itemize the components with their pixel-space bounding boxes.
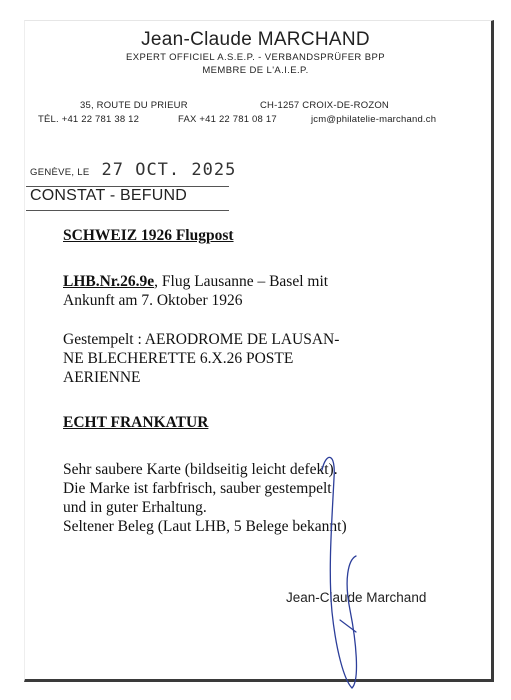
expert-credentials: EXPERT OFFICIEL A.S.E.P. - VERBANDSPRÜFER BPP [126,52,385,63]
date-line [30,160,236,180]
desc-line-1: Sehr saubere Karte (bildseitig leicht defekt). [63,461,338,478]
expert-membership: MEMBRE DE L'A.I.E.P. [202,65,309,76]
address-city: CH-1257 CROIX-DE-ROZON [260,100,389,111]
catalog-reference: LHB.Nr.26.9e [63,273,155,290]
expert-name: Jean-Claude MARCHAND [141,29,370,50]
flight-line-1: , Flug Lausanne – Basel mit [154,273,329,290]
postmark-line-2: NE BLECHERETTE 6.X.26 POSTE [63,350,294,367]
catalog-description [63,272,328,310]
condition-description [63,460,347,536]
postmark-line-1: Gestempelt : AERODROME DE LAUSAN- [63,331,340,348]
divider-bottom [26,210,229,211]
flight-line-2: Ankunft am 7. Oktober 1926 [63,292,243,309]
date-stamp: 27 OCT. 2025 [101,160,237,180]
postmark-description [63,330,339,387]
postmark-line-3: AERIENNE [63,369,141,386]
verdict: ECHT FRANKATUR [63,414,209,431]
phone-number: TÉL. +41 22 781 38 12 [38,114,140,125]
desc-line-2: Die Marke ist farbfrisch, sauber gestempelt [63,480,332,497]
desc-line-4: Seltener Beleg (Laut LHB, 5 Belege bekannt) [63,518,347,535]
certificate-title: SCHWEIZ 1926 Flugpost [63,227,234,244]
fax-number: FAX +41 22 781 08 17 [178,114,277,125]
date-label: GENÈVE, LE [30,167,90,178]
signature-name: Jean-Claude Marchand [286,590,427,605]
document-type: CONSTAT - BEFUND [30,187,187,204]
desc-line-3: und in guter Erhaltung. [63,499,207,516]
address-street: 35, ROUTE DU PRIEUR [80,100,188,111]
email-address: jcm@philatelie-marchand.ch [311,114,437,125]
